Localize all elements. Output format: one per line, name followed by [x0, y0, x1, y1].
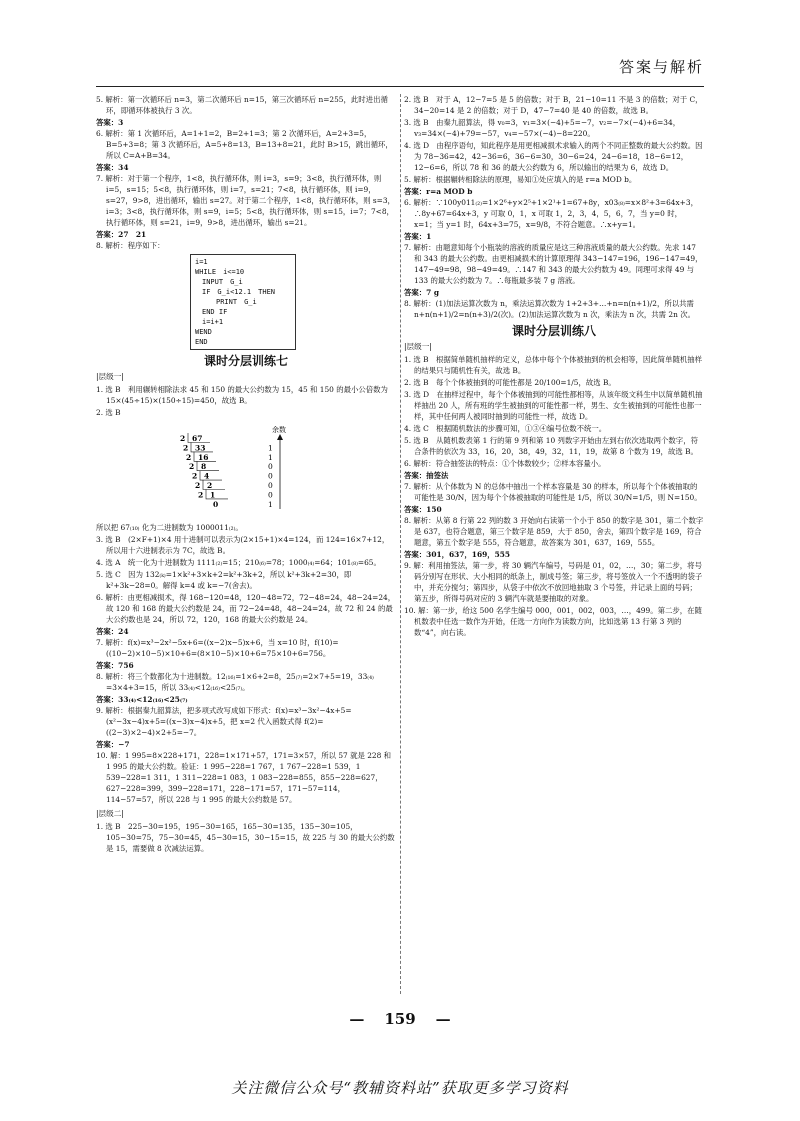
- solution-item: 7. 解析：对于第一个程序，1<8，执行循环体，则 i=3，s=9；3<8，执行循环体，则 i=5，s=15；5<8，执行循环体，则 i=7，s=21；7<8，执行循环体，则 i=9，s=27，9>8，进出循环，输出 s=27。对于第二个程序，1<8，执行循环体，则 s=3，i=3；3<8，执行循环体，则 s=9，i=5；5<8，执行循环体，则 s=15，i=7；7<8，执行循环体，则 s=21，i=9，9>8，进出循环，输出 s=21。: [96, 174, 395, 227]
- solution-item: 9. 解：利用抽签法，第一步，将 30 辆汽车编号，号码是 01，02，…，30；第二步，将号码分别写在形状、大小相同的纸条上，制成号签；第三步，将号签放入一个不透明的袋子中，并充分搅匀；第四步，从袋子中依次不放回地抽取 3 个号签，并记录上面的号码；第五步，所得号码对应的 3 辆汽车就是要抽取的对象。: [404, 561, 703, 603]
- quotient: 4: [204, 471, 210, 481]
- code-line: WEND: [195, 328, 212, 336]
- binary-division-diagram: [176, 423, 316, 515]
- section-title-7: 课时分层训练七: [203, 354, 288, 368]
- answer-line: 答案：756: [96, 661, 134, 670]
- remainder: 0: [268, 490, 273, 500]
- divisor: 2: [195, 481, 201, 490]
- page-number-value: 159: [384, 1010, 416, 1028]
- solution-item: 3. 选 B (2×F+1)×4 用十进制可以表示为(2×15+1)×4=124，而 124=16×7+12，所以用十六进制表示为 7C，故选 B。: [96, 535, 390, 555]
- divisor: 2: [183, 443, 189, 453]
- remainder: 1: [268, 443, 273, 453]
- solution-item: 5. 解析：第一次循环后 n=3，第二次循环后 n=15，第三次循环后 n=255，此时进出循环，即循环体被执行 3 次。: [96, 95, 388, 115]
- level-label: |层级二|: [96, 809, 124, 818]
- solution-item: 7. 解析：f(x)=x³−2x²−5x+6=((x−2)x−5)x+6，当 x=10 时，f(10)=((10−2)×10−5)×10+6=(8×10−5)×10+6=75×10+6=756。: [96, 638, 339, 658]
- answer-line: 答案：1: [404, 232, 432, 241]
- remainder: 0: [268, 462, 273, 472]
- solution-item: 2. 选 B: [96, 408, 121, 417]
- header-title: 答案与解析: [618, 58, 704, 76]
- code-line: i=i+1: [195, 318, 224, 326]
- solution-item: 2. 选 B 对于 A，12−7=5 是 5 的倍数；对于 B，21−10=11 不是 3 的倍数；对于 C，34−20=14 是 2 的倍数；对于 D，47−7=40 是 40 的倍数，故选 B。: [404, 95, 703, 115]
- divisor: 2: [189, 462, 195, 472]
- solution-item: 所以把 67₍₁₀₎ 化为二进制数为 1000011₍₂₎。: [96, 523, 243, 532]
- left-column: [96, 94, 396, 994]
- footer-note: 关注微信公众号“教辅资料站”获取更多学习资料: [231, 1079, 569, 1097]
- quotient: 1: [210, 490, 216, 500]
- remainder: 1: [268, 452, 273, 462]
- solution-item: 1. 选 B 根据简单随机抽样的定义，总体中每个个体被抽到的机会相等，因此简单随机抽样的结果只与随机性有关，故选 B。: [404, 355, 703, 375]
- answer-line: 答案：27 21: [96, 230, 147, 239]
- divisor: 2: [192, 471, 198, 481]
- divisor: 2: [186, 452, 192, 462]
- solution-item: 6. 解析：∵100y011₍₂₎=1×2⁶+y×2⁵+1×2¹+1=67+8y，x03₍₈₎=x×8²+3=64x+3，∴8y+67=64x+3，y 可取 0，1，x 可取 1，2，3，4，5，6，7，当 y=0 时，x=1；当 y=1 时，64x+3=75，x=9/8，不符合题意。∴x+y=1。: [404, 198, 698, 229]
- solution-item: 1. 选 B 225−30=195，195−30=165，165−30=135，135−30=105，105−30=75，75−30=45，45−30=15，30−15=15，故 225 与 30 的最大公约数是 15，需要做 8 次减法运算。: [96, 822, 395, 853]
- solution-item: 2. 选 B 每个个体被抽到的可能性都是 20/100=1/5，故选 B。: [404, 378, 616, 387]
- solution-item: 5. 选 B 从随机数表第 1 行的第 9 列和第 10 列数字开始由左到右依次选取两个数字，符合条件的依次为 33，16，20，38，49，32，11，19，故第 8 个数为 19，故选 B。: [404, 436, 698, 456]
- answer-line: 答案：33₍₄₎<12₍₁₆₎<25₍₇₎: [96, 695, 188, 704]
- divisor: 2: [198, 490, 204, 500]
- program-code-box: [190, 254, 296, 350]
- header-divider: [96, 86, 704, 87]
- quotient: 8: [201, 462, 207, 472]
- solution-item: 6. 解析：第 1 次循环后，A=1+1=2，B=2+1=3；第 2 次循环后，A=2+3=5，B=5+3=8；第 3 次循环后，A=5+8=13，B=13+8=21，此时 B>15，跳出循环，所以 C=A+B=34。: [96, 129, 393, 160]
- solution-item: 6. 解析：由更相减损术，得 168−120=48，120−48=72，72−48=24，48−24=24，故 120 和 168 的最大公约数是 24，而 72−24=48，48−24=24，故 72 和 24 的最大公约数也是 24，所以 72，120，168 的最大公约数是 24。: [96, 593, 396, 624]
- quotient: 2: [207, 481, 213, 490]
- solution-item: 9. 解析：根据秦九韶算法，把多项式改写成如下形式：f(x)=x³−3x²−4x+5=(x²−3x−4)x+5=((x−3)x−4)x+5，把 x=2 代入函数式得 f(2)=((2−3)×2−4)×2+5=−7。: [96, 706, 352, 737]
- quotient: 0: [213, 499, 219, 509]
- right-column: [404, 94, 704, 994]
- answer-line: 答案：r=a MOD b: [404, 187, 473, 196]
- solution-item: 8. 解析：(1)加法运算次数为 n，乘法运算次数为 1+2+3+…+n=n(n+1)/2，所以共需 n+n(n+1)/2=n(n+3)/2(次)。(2)加法运算次数为 n 次，乘法为 n 次，共需 2n 次。: [404, 299, 696, 319]
- solution-item: 3. 选 D 在抽样过程中，每个个体被抽到的可能性都相等，从该年级文科生中以简单随机抽样抽出 20 人，所有班的学生被抽到的可能性都一样，男生、女生被抽到的可能性也都一样，其中任何两人被同时抽到的可能性一样，故选 D。: [404, 390, 703, 421]
- answer-line: 答案：7 g: [404, 288, 440, 297]
- answer-line: 答案：301，637，169，555: [404, 550, 511, 559]
- solution-item: 10. 解：1 995=8×228+171，228=1×171+57，171=3×57，所以 57 就是 228 和 1 995 的最大公约数。验证：1 995−228=1 767，1 767−228=1 539，1 539−228=1 311，1 311−228=1 083，1 083−228=855，855−228=627，627−228=399，399−228=171，228−171=57，171−57=114，114−57=57，所以 228 与 1 995 的最大公约数是 57。: [96, 751, 392, 804]
- solution-item: 8. 解析：程序如下：: [96, 241, 165, 250]
- quotient: 16: [198, 452, 209, 462]
- divisor: 2: [180, 434, 186, 443]
- code-line: WHILE i<=10: [195, 268, 245, 276]
- level-label: |层级一|: [404, 342, 432, 351]
- solution-item: 6. 解析：符合抽签法的特点：①个体数较少；②样本容量小。: [404, 459, 606, 468]
- code-line: INPUT G_i: [195, 278, 243, 286]
- answer-line: 答案：34: [96, 163, 129, 172]
- solution-item: 4. 选 C 根据随机数法的步骤可知，①③④编号位数不统一。: [404, 424, 607, 433]
- solution-item: 4. 选 A 统一化为十进制数为 1111₍₂₎=15；210₍₆₎=78；1000₍₄₎=64；101₍₈₎=65。: [96, 558, 381, 567]
- code-line: IF G_i<12.1 THEN: [195, 288, 276, 296]
- level-label: |层级一|: [96, 372, 124, 381]
- solution-item: 1. 选 B 利用辗转相除法求 45 和 150 的最大公约数为 15，45 和 150 的最小公倍数为 15×(45÷15)×(150÷15)=450，故选 B。: [96, 385, 388, 405]
- code-line: PRINT G_i: [195, 298, 257, 306]
- answer-line: 答案：24: [96, 627, 129, 636]
- answer-line: 答案：抽签法: [404, 471, 449, 480]
- solution-item: 5. 解析：根据辗转相除法的原理，易知①处应填入的是 r=a MOD b。: [404, 175, 637, 184]
- answer-line: 答案：−7: [96, 740, 130, 749]
- remainder: 0: [268, 481, 273, 490]
- code-line: i=1: [195, 258, 208, 266]
- solution-item: 3. 选 B 由秦九韶算法，得 v₀=3，v₁=3×(−4)+5=−7，v₂=−7×(−4)+6=34，v₃=34×(−4)+79=−57，v₄=−57×(−4)−8=220。: [404, 118, 681, 138]
- remainder: 0: [268, 471, 273, 481]
- solution-item: 7. 解析：从个体数为 N 的总体中抽出一个样本容量是 30 的样本，所以每个个体被抽取的可能性是 30/N，因为每个个体被抽取的可能性是 1/5，所以 30/N=1/5，则 N=150。: [404, 482, 702, 502]
- remainder-header: 余数: [272, 426, 286, 434]
- column-divider: [400, 94, 401, 994]
- quotient: 33: [195, 443, 206, 453]
- section-title-8: 课时分层训练八: [511, 324, 596, 338]
- solution-item: 4. 选 D 由程序语句，知此程序是用更相减损术求输入的两个不同正整数的最大公约数。因为 78−36=42，42−36=6，36−6=30，30−6=24，24−6=18，18−6=12，12−6=6，所以 78 和 36 的最大公约数为 6，所以输出的结果为 6，故选 D。: [404, 141, 703, 172]
- solution-item: 8. 解析：将三个数都化为十进制数。12₍₁₆₎=1×6+2=8，25₍₇₎=2×7+5=19，33₍₄₎=3×4+3=15，所以 33₍₄₎<12₍₁₆₎<25₍₇₎。: [96, 672, 374, 692]
- solution-item: 10. 解：第一步，给这 500 名学生编号 000，001，002，003，…，499。第二步，在随机数表中任选一数作为开始，任选一方向作为读数方向，比如选第 13 行第 3 列的数“4”，向右读。: [404, 606, 702, 637]
- answer-line: 答案：150: [404, 505, 442, 514]
- answer-line: 答案：3: [96, 118, 124, 127]
- upward-arrow-icon: [277, 434, 283, 440]
- code-line: END: [195, 338, 208, 346]
- remainder: 1: [268, 499, 273, 509]
- page-number: — 159 —: [349, 1010, 451, 1028]
- solution-item: 5. 选 C 因为 132₍ₖ₎=1×k²+3×k+2=k²+3k+2，所以 k²+3k+2=30，即 k²+3k−28=0。解得 k=4 或 k=−7(舍去)。: [96, 570, 352, 590]
- solution-item: 8. 解析：从第 8 行第 22 列的数 3 开始向右读第一个小于 850 的数字是 301，第二个数字是 637，也符合题意，第三个数字是 859，大于 850，舍去，第四个数字是 169，符合题意，第五个数字是 555，符合题意，故答案为 301，637，169，555。: [404, 516, 704, 547]
- solution-item: 7. 解析：由题意知每个小瓶装的溶液的质量应是这三种溶液质量的最大公约数。先求 147 和 343 的最大公约数。由更相减损术的计算原理得 343−147=196，196−147=49，147−49=98，98−49=49。∴147 和 343 的最大公约数为 49。同理可求得 49 与 133 的最大公约数为 7。∴每瓶最多装 7 g 溶液。: [404, 243, 703, 285]
- code-line: END IF: [195, 308, 228, 316]
- quotient: 67: [192, 434, 203, 443]
